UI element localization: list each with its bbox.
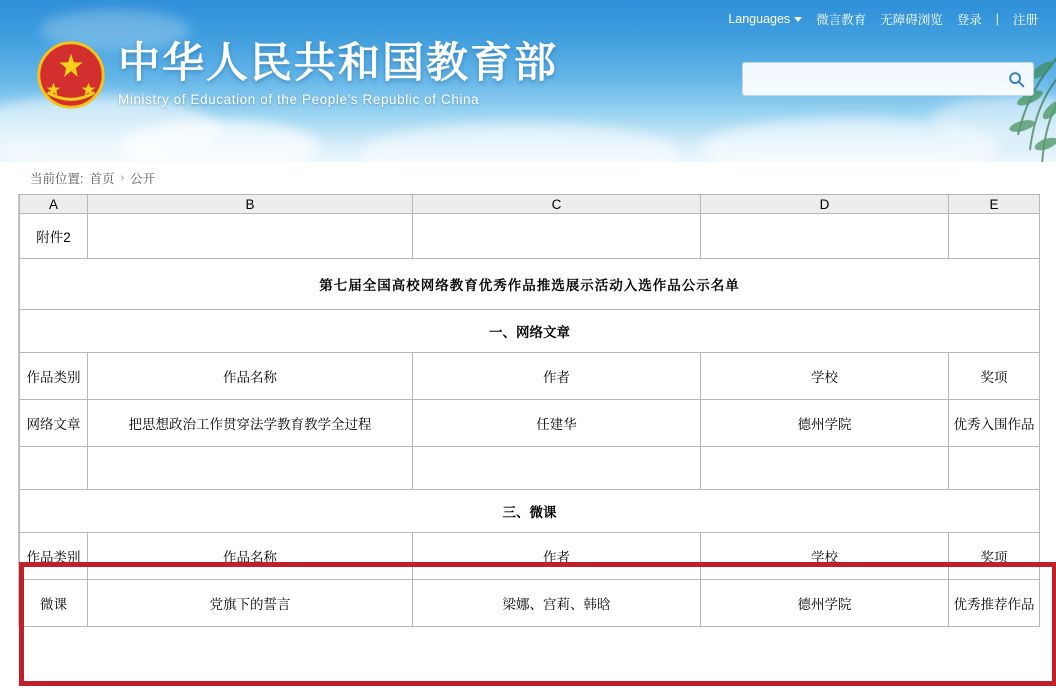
cell-school: 德州学院 — [701, 580, 949, 627]
cell-work-name: 把思想政治工作贯穿法学教育教学全过程 — [88, 400, 413, 447]
table-header-row-1 — [20, 353, 1040, 400]
column-header-b[interactable]: B — [88, 195, 413, 214]
table-row — [20, 400, 1040, 447]
header-school: 学校 — [701, 353, 949, 400]
column-header-row — [20, 195, 1040, 214]
cell-author: 任建华 — [413, 400, 701, 447]
cell-category: 网络文章 — [20, 400, 88, 447]
breadcrumb — [0, 162, 1056, 194]
cell-work-name: 党旗下的誓言 — [88, 580, 413, 627]
chevron-down-icon — [794, 17, 802, 22]
nav-separator: | — [995, 12, 999, 26]
attachment-label: 附件2 — [20, 214, 88, 259]
national-emblem-icon — [32, 36, 110, 114]
nav-item-weiyan[interactable]: 微言教育 — [816, 13, 867, 27]
cloud-decoration — [360, 122, 680, 162]
search-box[interactable] — [742, 62, 1034, 96]
empty-cell — [88, 214, 413, 259]
cell-award: 优秀入围作品 — [949, 400, 1040, 447]
spacer-row — [20, 447, 1040, 490]
search-input[interactable] — [743, 65, 999, 93]
search-icon[interactable] — [999, 64, 1033, 94]
document-title-row — [20, 259, 1040, 310]
header-award: 奖项 — [949, 353, 1040, 400]
breadcrumb-item-public[interactable]: 公开 — [130, 172, 156, 186]
languages-menu[interactable] — [728, 12, 802, 26]
column-header-d[interactable]: D — [701, 195, 949, 214]
cell-author: 梁娜、宫莉、韩晗 — [413, 580, 701, 627]
top-navigation — [728, 10, 1038, 28]
section-heading-2: 三、微课 — [20, 490, 1040, 533]
column-header-a[interactable]: A — [20, 195, 88, 214]
chevron-right-icon: › — [120, 172, 125, 184]
header-author: 作者 — [413, 533, 701, 580]
section-heading-1: 一、网络文章 — [20, 310, 1040, 353]
column-header-e[interactable]: E — [949, 195, 1040, 214]
empty-cell — [413, 214, 701, 259]
table-header-row-2 — [20, 533, 1040, 580]
foliage-decoration — [946, 40, 1056, 162]
breadcrumb-item-home[interactable]: 首页 — [89, 172, 115, 186]
empty-cell — [701, 214, 949, 259]
cell-award: 优秀推荐作品 — [949, 580, 1040, 627]
header-category: 作品类别 — [20, 353, 88, 400]
spreadsheet-grid — [19, 194, 1040, 627]
spreadsheet — [18, 194, 1038, 627]
site-title-cn: 中华人民共和国教育部 — [118, 41, 559, 87]
header-author: 作者 — [413, 353, 701, 400]
breadcrumb-label: 当前位置: — [30, 172, 84, 186]
header-work-name: 作品名称 — [88, 353, 413, 400]
register-link[interactable]: 注册 — [1012, 13, 1038, 27]
header-award: 奖项 — [949, 533, 1040, 580]
empty-cell — [701, 447, 949, 490]
site-title-block — [118, 42, 558, 107]
attachment-row — [20, 214, 1040, 259]
header-school: 学校 — [701, 533, 949, 580]
site-title-en: Ministry of Education of the People's Republic of China — [118, 92, 480, 108]
document-title: 第七届全国高校网络教育优秀作品推选展示活动入选作品公示名单 — [20, 259, 1040, 310]
login-link[interactable]: 登录 — [956, 13, 982, 27]
section-heading-row-1 — [20, 310, 1040, 353]
empty-cell — [949, 214, 1040, 259]
empty-cell — [413, 447, 701, 490]
empty-cell — [88, 447, 413, 490]
cell-category: 微课 — [20, 580, 88, 627]
cell-school: 德州学院 — [701, 400, 949, 447]
section-heading-row-2 — [20, 490, 1040, 533]
header-category: 作品类别 — [20, 533, 88, 580]
header-work-name: 作品名称 — [88, 533, 413, 580]
nav-item-accessibility[interactable]: 无障碍浏览 — [880, 13, 943, 27]
empty-cell — [20, 447, 88, 490]
languages-label: Languages — [728, 12, 791, 26]
table-row — [20, 580, 1040, 627]
column-header-c[interactable]: C — [413, 195, 701, 214]
empty-cell — [949, 447, 1040, 490]
site-header — [0, 0, 1056, 162]
